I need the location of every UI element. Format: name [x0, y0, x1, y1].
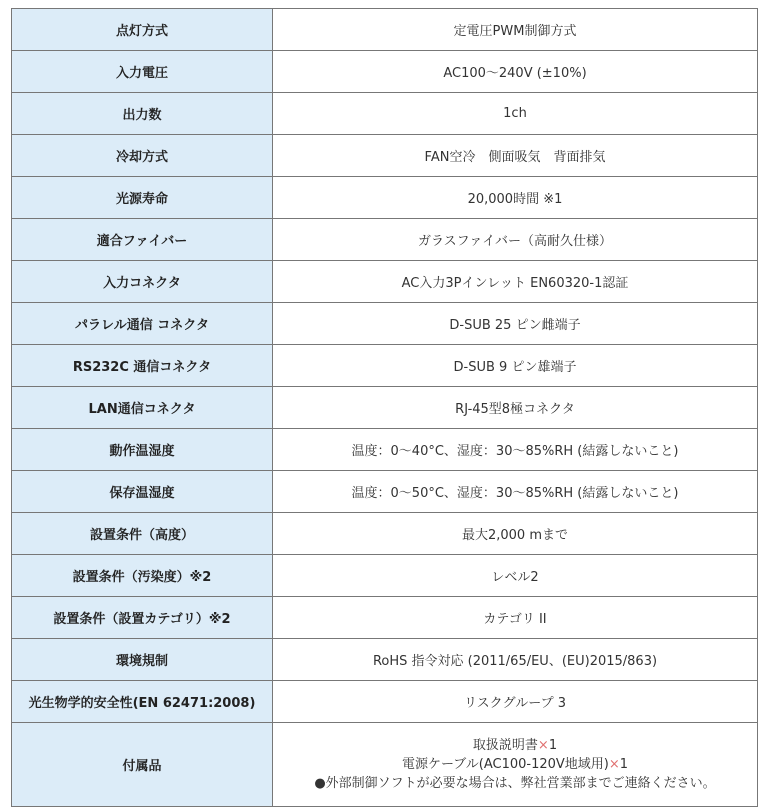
table-row — [12, 261, 758, 303]
quantity: 1 — [548, 738, 558, 753]
table-row — [12, 9, 758, 51]
table-row — [12, 303, 758, 345]
multiply-sign: × — [537, 738, 549, 753]
row-label: 設置条件（高度） — [12, 513, 273, 555]
row-value: 温度：0～40°C、湿度：30～85%RH (結露しないこと) — [273, 429, 758, 471]
row-label: 点灯方式 — [12, 9, 273, 51]
row-label: 設置条件（汚染度）※2 — [12, 555, 273, 597]
table-row — [12, 471, 758, 513]
table-row — [12, 555, 758, 597]
row-label: 入力コネクタ — [12, 261, 273, 303]
table-row — [12, 93, 758, 135]
table-row — [12, 177, 758, 219]
row-value: カテゴリ II — [273, 597, 758, 639]
row-label: 適合ファイバー — [12, 219, 273, 261]
row-value: AC100～240V (±10%) — [273, 51, 758, 93]
table-row-accessories — [12, 723, 758, 807]
multiply-sign: × — [608, 757, 620, 772]
row-label: 冷却方式 — [12, 135, 273, 177]
row-value: 1ch — [273, 93, 758, 135]
row-label: RS232C 通信コネクタ — [12, 345, 273, 387]
row-value — [273, 723, 758, 807]
row-label: 設置条件（設置カテゴリ）※2 — [12, 597, 273, 639]
row-label: 出力数 — [12, 93, 273, 135]
table-row — [12, 681, 758, 723]
table-row — [12, 387, 758, 429]
row-value: リスクグループ 3 — [273, 681, 758, 723]
table-row — [12, 597, 758, 639]
row-value: ガラスファイバー（高耐久仕様） — [273, 219, 758, 261]
table-row — [12, 639, 758, 681]
row-label: 入力電圧 — [12, 51, 273, 93]
row-value: 20,000時間 ※1 — [273, 177, 758, 219]
row-label: LAN通信コネクタ — [12, 387, 273, 429]
row-label: 動作温湿度 — [12, 429, 273, 471]
table-row — [12, 219, 758, 261]
row-value: FAN空冷 側面吸気 背面排気 — [273, 135, 758, 177]
accessory-manual-text: 取扱説明書 — [472, 738, 538, 753]
table-row — [12, 429, 758, 471]
row-label: 付属品 — [12, 723, 273, 807]
row-value: 定電圧PWM制御方式 — [273, 9, 758, 51]
row-value: RoHS 指令対応 (2011/65/EU、(EU)2015/863) — [273, 639, 758, 681]
table-row — [12, 51, 758, 93]
row-value: D-SUB 25 ピン雌端子 — [273, 303, 758, 345]
row-label: 環境規制 — [12, 639, 273, 681]
row-label: 光源寿命 — [12, 177, 273, 219]
row-label: パラレル通信 コネクタ — [12, 303, 273, 345]
spec-table — [11, 8, 758, 807]
accessory-manual — [273, 736, 757, 755]
table-row — [12, 513, 758, 555]
accessory-cable — [273, 755, 757, 774]
row-label: 光生物学的安全性(EN 62471:2008) — [12, 681, 273, 723]
row-value: 最大2,000 mまで — [273, 513, 758, 555]
accessory-cable-text: 電源ケーブル(AC100-120V地域用) — [401, 757, 609, 772]
row-label: 保存温湿度 — [12, 471, 273, 513]
row-value: RJ-45型8極コネクタ — [273, 387, 758, 429]
row-value: AC入力3Pインレット EN60320-1認証 — [273, 261, 758, 303]
row-value: D-SUB 9 ピン雄端子 — [273, 345, 758, 387]
table-row — [12, 135, 758, 177]
quantity: 1 — [619, 757, 629, 772]
row-value: レベル2 — [273, 555, 758, 597]
table-row — [12, 345, 758, 387]
contact-note: ●外部制御ソフトが必要な場合は、弊社営業部までご連絡ください。 — [314, 776, 716, 791]
row-value: 温度：0～50°C、湿度：30～85%RH (結露しないこと) — [273, 471, 758, 513]
